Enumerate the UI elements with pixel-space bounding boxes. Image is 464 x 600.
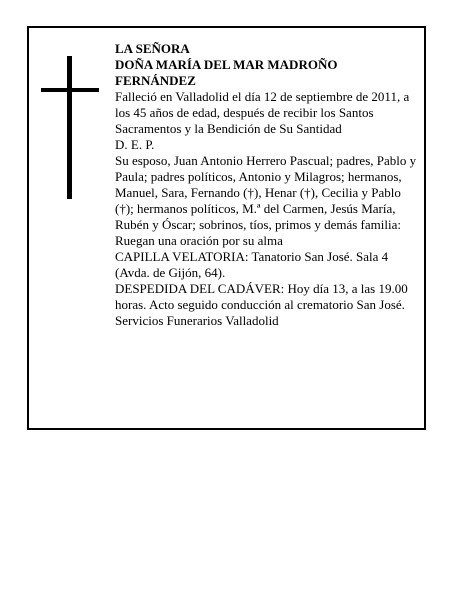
death-statement: Falleció en Valladolid el día 12 de septiembre de 2011, a los 45 años de edad, después de recibir los Santos Sacramentos y la Bendición de Su Santidad	[115, 89, 410, 136]
rip-abbreviation: D. E. P.	[115, 137, 155, 152]
cross-horizontal-bar	[41, 88, 99, 92]
chapel-info: CAPILLA VELATORIA: Tanatorio San José. Sala 4 (Avda. de Gijón, 64).	[115, 249, 389, 280]
prayer-request: Ruegan una oración por su alma	[115, 233, 283, 248]
cross-icon	[41, 56, 99, 199]
funeral-service: Servicios Funerarios Valladolid	[115, 313, 279, 328]
farewell-info: DESPEDIDA DEL CADÁVER: Hoy día 13, a las 19.00 horas. Acto seguido conducción al crematorio San José.	[115, 281, 408, 312]
heading-title: LA SEÑORA	[115, 41, 190, 56]
family-list: Su esposo, Juan Antonio Herrero Pascual; padres, Pablo y Paula; padres políticos, Antonio y Milagros; hermanos, Manuel, Sara, Fernando (†), Henar (†), Cecilia y Pablo (†); hermanos políticos, M.ª del Carmen, Jesús María, Rubén y Óscar; sobrinos, tíos, primos y demás familia:	[115, 153, 417, 232]
cross-vertical-bar	[67, 56, 72, 199]
notice-body	[115, 41, 421, 329]
obituary-notice	[27, 26, 426, 430]
deceased-name: DOÑA MARÍA DEL MAR MADROÑO FERNÁNDEZ	[115, 57, 338, 88]
